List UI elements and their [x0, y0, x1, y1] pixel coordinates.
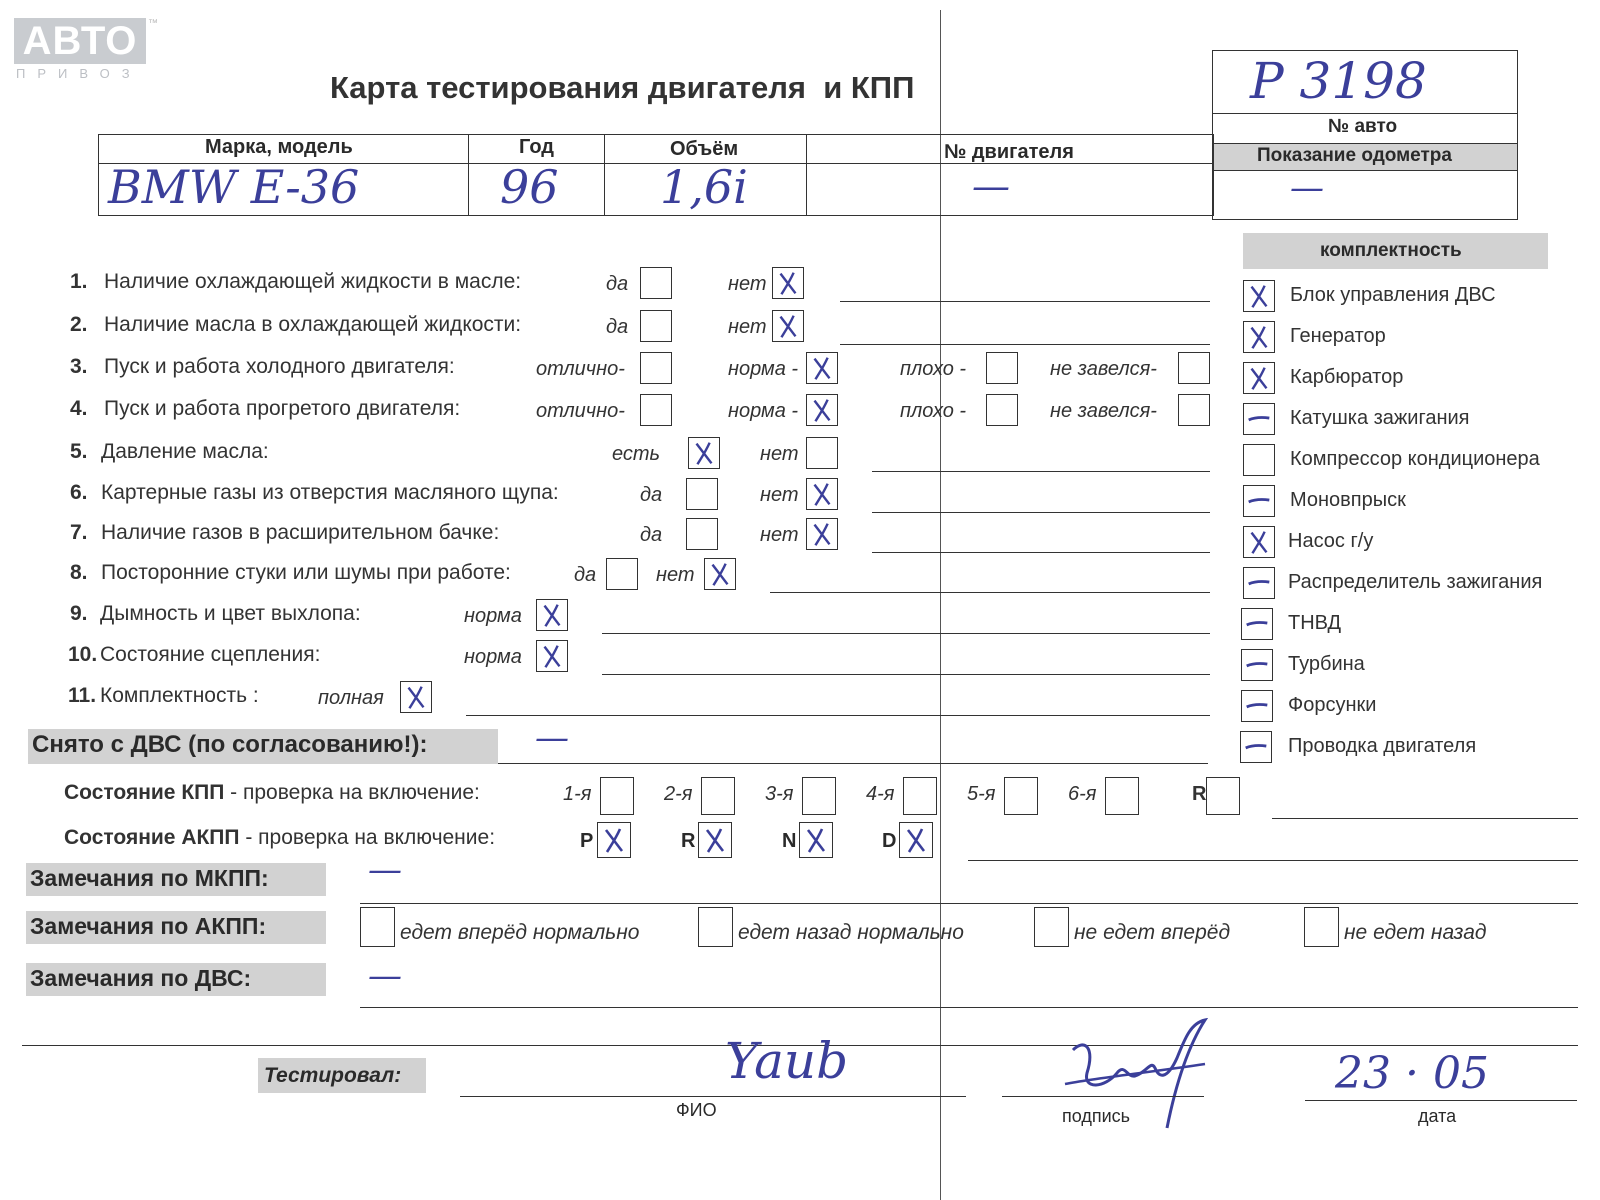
check-number: 2. [70, 313, 88, 336]
answer-line [770, 592, 1210, 593]
answer-line [872, 512, 1210, 513]
logo-text: АВТО [14, 18, 146, 64]
checkbox[interactable] [400, 681, 432, 713]
completeness-checkbox[interactable] [1243, 362, 1275, 394]
akpp-position-label: P [580, 830, 594, 852]
col-engine-no: № двигателя [944, 141, 1074, 163]
gear-label: 1-я [563, 783, 592, 805]
completeness-checkbox[interactable] [1243, 403, 1275, 435]
completeness-item-label: Катушка зажигания [1290, 407, 1470, 429]
gear-checkbox[interactable] [802, 777, 836, 815]
check-label: Наличие газов в расширительном бачке: [101, 521, 500, 544]
check-number: 1. [70, 270, 88, 293]
completeness-checkbox[interactable] [1240, 731, 1272, 763]
option-label: норма [464, 605, 522, 627]
option-label: норма [464, 646, 522, 668]
completeness-item-label: Турбина [1288, 653, 1365, 675]
akpp-remark-checkbox[interactable] [360, 907, 395, 947]
checkbox[interactable] [806, 394, 838, 426]
gear-label: 2-я [664, 783, 693, 805]
check-label: Картерные газы из отверстия масляного щупа: [101, 481, 559, 504]
akpp-remark-label: не едет вперёд [1074, 921, 1231, 944]
col-volume: Объём [670, 138, 739, 160]
removed-value: — [535, 718, 569, 758]
completeness-item-label: Генератор [1290, 325, 1386, 347]
answer-line [872, 552, 1210, 553]
checkbox[interactable] [806, 478, 838, 510]
completeness-item-label: Блок управления ДВС [1290, 284, 1496, 306]
checkbox[interactable] [986, 394, 1018, 426]
option-label: норма - [728, 400, 799, 422]
checkbox[interactable] [686, 478, 718, 510]
value-year: 96 [500, 160, 559, 214]
gear-checkbox[interactable] [903, 777, 937, 815]
akpp-position-label: D [882, 830, 897, 852]
gear-label: 4-я [866, 783, 895, 805]
name-caption: ФИО [676, 1100, 717, 1120]
gear-checkbox[interactable] [600, 777, 634, 815]
akpp-remark-checkbox[interactable] [698, 907, 733, 947]
remarks-dvs-label: Замечания по ДВС: [30, 965, 252, 991]
answer-line [466, 715, 1210, 716]
signature-caption: подпись [1062, 1106, 1131, 1126]
option-label: да [640, 484, 663, 506]
answer-line [602, 674, 1210, 675]
value-model: BMW E-36 [108, 160, 360, 214]
checkbox[interactable] [640, 267, 672, 299]
odometer-value: — [1290, 168, 1324, 208]
akpp-checkbox[interactable] [899, 822, 933, 858]
option-label: отлично- [536, 400, 625, 422]
akpp-remark-checkbox[interactable] [1034, 907, 1069, 947]
completeness-item-label: Карбюратор [1290, 366, 1404, 388]
checkbox[interactable] [806, 352, 838, 384]
option-label: плохо - [900, 358, 967, 380]
checkbox[interactable] [536, 599, 568, 631]
completeness-item-label: Проводка двигателя [1288, 735, 1477, 757]
check-number: 9. [70, 602, 88, 625]
date-caption: дата [1418, 1106, 1457, 1126]
check-label: Пуск и работа прогретого двигателя: [104, 397, 461, 420]
logo [14, 18, 158, 82]
check-label: Давление масла: [101, 440, 269, 463]
option-label: нет [728, 316, 767, 338]
check-number: 7. [70, 521, 88, 544]
akpp-remark-label: едет назад нормально [738, 921, 964, 944]
checkbox[interactable] [1178, 352, 1210, 384]
checkbox[interactable] [1178, 394, 1210, 426]
car-number-label: № авто [1328, 116, 1398, 137]
option-label: нет [760, 484, 799, 506]
option-label: да [574, 564, 597, 586]
option-label: да [640, 524, 663, 546]
option-label: да [606, 316, 629, 338]
value-volume: 1,6i [660, 160, 748, 214]
tested-label: Тестировал: [264, 1064, 402, 1087]
checkbox[interactable] [640, 394, 672, 426]
col-model: Марка, модель [205, 136, 353, 158]
option-label: не завелся- [1050, 400, 1157, 422]
check-label: Наличие охлаждающей жидкости в масле: [104, 270, 522, 293]
option-label: да [606, 273, 629, 295]
remarks-akpp-label: Замечания по АКПП: [30, 913, 267, 939]
checkbox[interactable] [686, 518, 718, 550]
remarks-dvs-value: — [368, 956, 402, 996]
akpp-checkbox[interactable] [799, 822, 833, 858]
completeness-checkbox[interactable] [1243, 444, 1275, 476]
completeness-checkbox[interactable] [1241, 690, 1273, 722]
page-title: Карта тестирования двигателя и КПП [330, 70, 915, 105]
akpp-remark-checkbox[interactable] [1304, 907, 1339, 947]
answer-line [840, 301, 1210, 302]
completeness-item-label: ТНВД [1288, 612, 1342, 634]
akpp-checkbox[interactable] [597, 822, 631, 858]
akpp-remark-label: едет вперёд нормально [400, 921, 640, 944]
completeness-checkbox[interactable] [1243, 526, 1275, 558]
logo-subtext: ПРИВОЗ [16, 66, 142, 81]
gear-checkbox[interactable] [701, 777, 735, 815]
checkbox[interactable] [986, 352, 1018, 384]
remarks-mkpp-value: — [368, 850, 402, 890]
date-value: 23 · 05 [1335, 1048, 1489, 1099]
checkbox[interactable] [640, 352, 672, 384]
answer-line [602, 633, 1210, 634]
akpp-position-label: R [681, 830, 696, 852]
checkbox[interactable] [772, 267, 804, 299]
check-number: 10. [68, 643, 98, 666]
gear-label: 3-я [765, 783, 794, 805]
completeness-item-label: Распределитель зажигания [1288, 571, 1543, 593]
completeness-checkbox[interactable] [1241, 608, 1273, 640]
checkbox[interactable] [606, 558, 638, 590]
option-label: нет [728, 273, 767, 295]
option-label: норма - [728, 358, 799, 380]
checkbox[interactable] [772, 310, 804, 342]
gear-label: 6-я [1068, 783, 1097, 805]
completeness-checkbox[interactable] [1243, 280, 1275, 312]
check-number: 3. [70, 355, 88, 378]
tester-name: Yaub [725, 1032, 849, 1090]
check-number: 5. [70, 440, 88, 463]
kpp-label: Состояние КПП - проверка на включение: [64, 781, 480, 804]
option-label: не завелся- [1050, 358, 1157, 380]
akpp-checkbox[interactable] [698, 822, 732, 858]
check-number: 4. [70, 397, 88, 420]
checkbox[interactable] [688, 437, 720, 469]
completeness-checkbox[interactable] [1243, 567, 1275, 599]
completeness-checkbox[interactable] [1243, 321, 1275, 353]
check-number: 11. [68, 684, 97, 707]
answer-line [840, 344, 1210, 345]
gear-checkbox[interactable] [1105, 777, 1139, 815]
completeness-item-label: Моновпрыск [1290, 489, 1406, 511]
completeness-checkbox[interactable] [1243, 485, 1275, 517]
akpp-remark-label: не едет назад [1344, 921, 1487, 944]
option-label: плохо - [900, 400, 967, 422]
checkbox[interactable] [806, 437, 838, 469]
option-label: отлично- [536, 358, 625, 380]
akpp-position-label: N [782, 830, 797, 852]
checkbox[interactable] [704, 558, 736, 590]
checkbox[interactable] [806, 518, 838, 550]
removed-label: Снято с ДВС (по согласованию!): [32, 731, 428, 758]
car-number-value: P 3198 [1250, 52, 1427, 110]
check-label: Посторонние стуки или шумы при работе: [101, 561, 511, 584]
option-label: есть [612, 443, 661, 465]
logo-tm: ™ [148, 18, 158, 29]
completeness-checkbox[interactable] [1241, 649, 1273, 681]
completeness-item-label: Насос г/у [1288, 530, 1374, 552]
odometer-label: Показание одометра [1257, 145, 1452, 166]
remarks-mkpp-label: Замечания по МКПП: [30, 865, 269, 891]
gear-label: R [1192, 783, 1207, 805]
gear-checkbox[interactable] [1004, 777, 1038, 815]
col-year: Год [519, 136, 554, 158]
check-label: Комплектность : [100, 684, 259, 707]
akpp-label: Состояние АКПП - проверка на включение: [64, 826, 496, 849]
completeness-item-label: Компрессор кондиционера [1290, 448, 1540, 470]
check-label: Дымность и цвет выхлопа: [100, 602, 361, 625]
option-label: нет [760, 524, 799, 546]
check-number: 6. [70, 481, 88, 504]
check-label: Наличие масла в охлаждающей жидкости: [104, 313, 522, 336]
completeness-item-label: Форсунки [1288, 694, 1377, 716]
check-number: 8. [70, 561, 88, 584]
answer-line [872, 471, 1210, 472]
completeness-title: комплектность [1320, 240, 1462, 261]
option-label: нет [760, 443, 799, 465]
gear-checkbox[interactable] [1206, 777, 1240, 815]
check-label: Пуск и работа холодного двигателя: [104, 355, 455, 378]
option-label: полная [318, 687, 384, 709]
option-label: нет [656, 564, 695, 586]
checkbox[interactable] [640, 310, 672, 342]
check-label: Состояние сцепления: [100, 643, 321, 666]
gear-label: 5-я [967, 783, 996, 805]
checkbox[interactable] [536, 640, 568, 672]
value-engine-no: — [972, 164, 1010, 208]
